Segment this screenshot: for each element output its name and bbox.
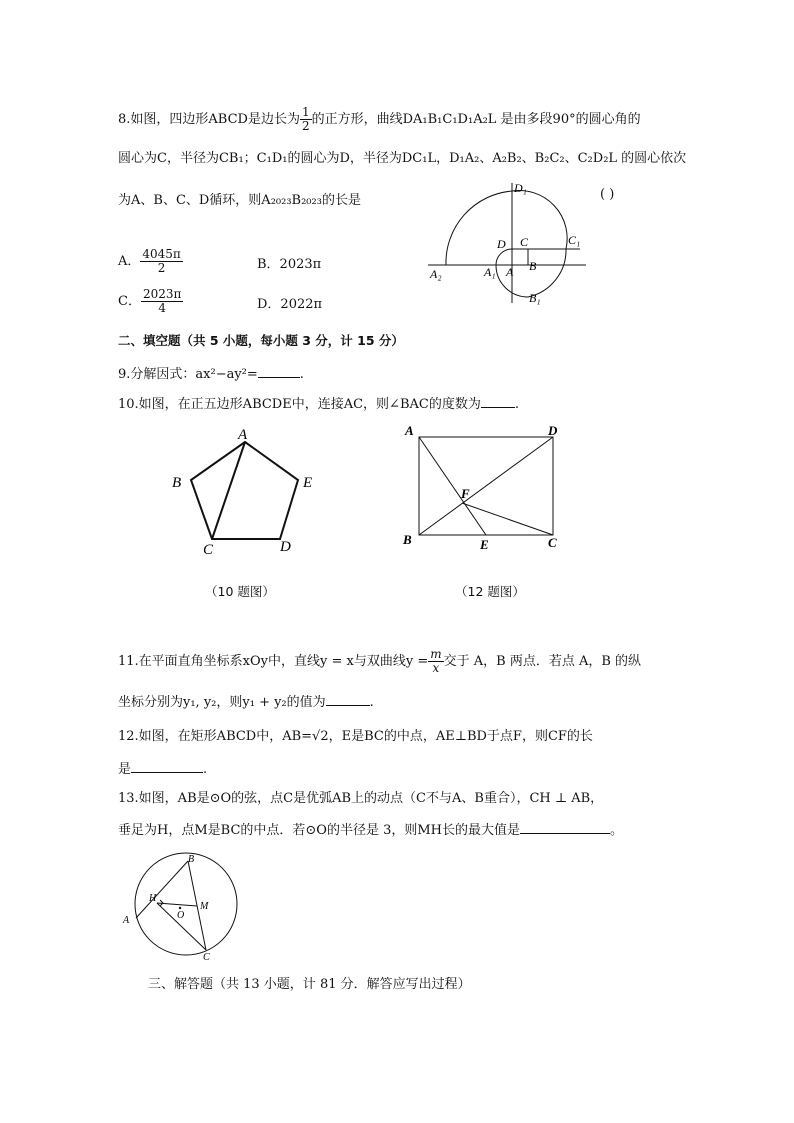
fig10-label-A: A	[238, 427, 248, 443]
fig8-label-D1: D₁	[514, 181, 527, 195]
q8-line3: 为A、B、C、D循环，则A₂₀₂₃B₂₀₂₃的长是	[118, 193, 361, 208]
fig12-label-D: D	[548, 423, 558, 438]
fig13-label-A: A	[123, 915, 130, 926]
figure-10-pentagon	[165, 425, 325, 560]
q8-option-a-num: 4045π	[142, 247, 181, 261]
q13-line2	[118, 820, 623, 840]
fig10-pentagon-shape	[191, 442, 298, 539]
q8-option-a	[118, 248, 183, 275]
fig13-label-B: B	[188, 854, 195, 865]
fig13-center-dot	[179, 907, 181, 909]
fig10-diagonal-ac	[212, 442, 245, 539]
q8-option-c-fraction	[141, 288, 183, 315]
fig10-label-D: D	[280, 539, 291, 555]
q9-tail: .	[299, 367, 304, 382]
figure-10-caption: （10 题图）	[205, 584, 275, 599]
q11-line1	[118, 648, 641, 675]
fig8-label-C1: C₁	[568, 233, 581, 247]
q8-line1	[118, 106, 641, 133]
q11-line1-tail: 交于 A，B 两点．若点 A，B 的纵	[443, 654, 642, 669]
fig12-label-B: B	[403, 532, 412, 547]
q8-option-c-label: C．	[118, 294, 141, 309]
section-2-heading: 二、填空题（共 5 小题，每小题 3 分，计 15 分）	[118, 333, 404, 348]
q10-text: 10.如图，在正五边形ABCDE中，连接AC，则∠BAC的度数为	[118, 397, 481, 412]
q8-answer-paren: ( )	[600, 187, 615, 202]
fig13-label-O: O	[177, 910, 185, 921]
fig8-label-D: D	[497, 237, 506, 251]
q10-tail: .	[514, 397, 519, 412]
q8-half-fraction	[300, 106, 312, 133]
q12-line2-text: 是	[118, 762, 132, 777]
q8-half-den: 2	[301, 119, 310, 133]
q13-answer-blank[interactable]	[520, 820, 610, 834]
q9-answer-blank[interactable]	[258, 364, 300, 378]
figure-8-spiral	[428, 178, 598, 308]
q11-frac-num: m	[430, 647, 442, 661]
fig8-label-A: A	[506, 265, 514, 279]
q12-line2	[118, 759, 207, 779]
q8-option-c-den: 4	[158, 301, 166, 315]
q13-line2-tail: 。	[610, 823, 624, 838]
q12-line1: 12.如图，在矩形ABCD中，AB=√2，E是BC的中点，AE⊥BD于点F，则CF的长	[118, 729, 593, 744]
q8-option-d: D．2022π	[257, 297, 323, 312]
fig12-segment-ae	[419, 437, 486, 535]
q8-line2: 圆心为C，半径为CB₁；C₁D₁的圆心为D，半径为DC₁L，D₁A₂、A₂B₂、B₂C₂、C₂D₂L 的圆心依次	[118, 151, 687, 166]
q12-answer-blank[interactable]	[131, 759, 203, 773]
fig12-label-C: C	[548, 535, 557, 550]
fig10-label-E: E	[303, 475, 313, 491]
fig8-label-B: B	[529, 259, 537, 273]
q12-line2-tail: .	[203, 762, 208, 777]
q13-line2-text: 垂足为H，点M是BC的中点．若⊙O的半径是 3，则MH长的最大值是	[118, 823, 520, 838]
fig8-arc-da1	[496, 249, 512, 265]
fig8-label-A1: A₁	[484, 265, 496, 279]
q9	[118, 364, 304, 384]
fig13-label-H: H	[149, 893, 157, 904]
fig12-label-E: E	[480, 537, 489, 552]
fig8-label-B1: B₁	[529, 291, 541, 305]
q8-half-num: 1	[301, 105, 310, 119]
q13-line1: 13.如图，AB是⊙O的弦，点C是优弧AB上的动点（C不与A、B重合），CH ⊥ AB，	[118, 791, 604, 806]
q8-line1-text: 8.如图，四边形ABCD是边长为	[118, 112, 300, 127]
q8-option-a-den: 2	[157, 261, 166, 275]
fig12-diagonal-bd	[419, 437, 553, 535]
fig10-label-C: C	[203, 542, 214, 558]
q8-option-a-label: A．	[118, 254, 141, 269]
figure-12-caption: （12 题图）	[455, 584, 525, 599]
fig8-arc-d1a2	[446, 191, 512, 265]
q11-answer-blank[interactable]	[326, 692, 370, 706]
q8-line1-tail: 的正方形，曲线DA₁B₁C₁D₁A₂L 是由多段90°的圆心角的	[311, 112, 641, 127]
q11-frac-den: x	[432, 661, 440, 675]
q9-text: 9.分解因式：ax²−ay²=	[118, 367, 258, 382]
fig13-circle-o	[135, 853, 237, 955]
q11-line2-text: 坐标分别为y₁, y₂，则y₁ + y₂的值为	[118, 695, 326, 710]
fig8-arc-b1c1	[528, 249, 566, 297]
q10	[118, 394, 519, 414]
q8-option-c-num: 2023π	[142, 287, 182, 301]
fig12-label-A: A	[405, 423, 414, 438]
fig8-label-C: C	[520, 235, 529, 249]
q11-line2	[118, 692, 374, 712]
q8-option-b: B．2023π	[257, 257, 322, 272]
q11-line1-text: 11.在平面直角坐标系xOy中，直线y = x与双曲线y =	[118, 654, 429, 669]
figure-12-rectangle	[395, 420, 570, 555]
q11-fraction-m-over-x	[428, 648, 443, 675]
fig10-label-B: B	[172, 475, 182, 491]
q10-answer-blank[interactable]	[481, 394, 515, 408]
figure-13-circle	[118, 852, 248, 962]
fig8-label-A2: A₂	[430, 267, 442, 281]
section-3-heading: 三、解答题（共 13 小题，计 81 分．解答应写出过程）	[148, 977, 471, 992]
q8-option-c	[118, 288, 183, 315]
fig13-label-C: C	[203, 952, 210, 962]
q8-option-a-fraction	[140, 248, 182, 275]
fig13-label-M: M	[200, 901, 209, 912]
fig12-label-F: F	[461, 486, 470, 501]
q11-line2-tail: .	[369, 695, 374, 710]
